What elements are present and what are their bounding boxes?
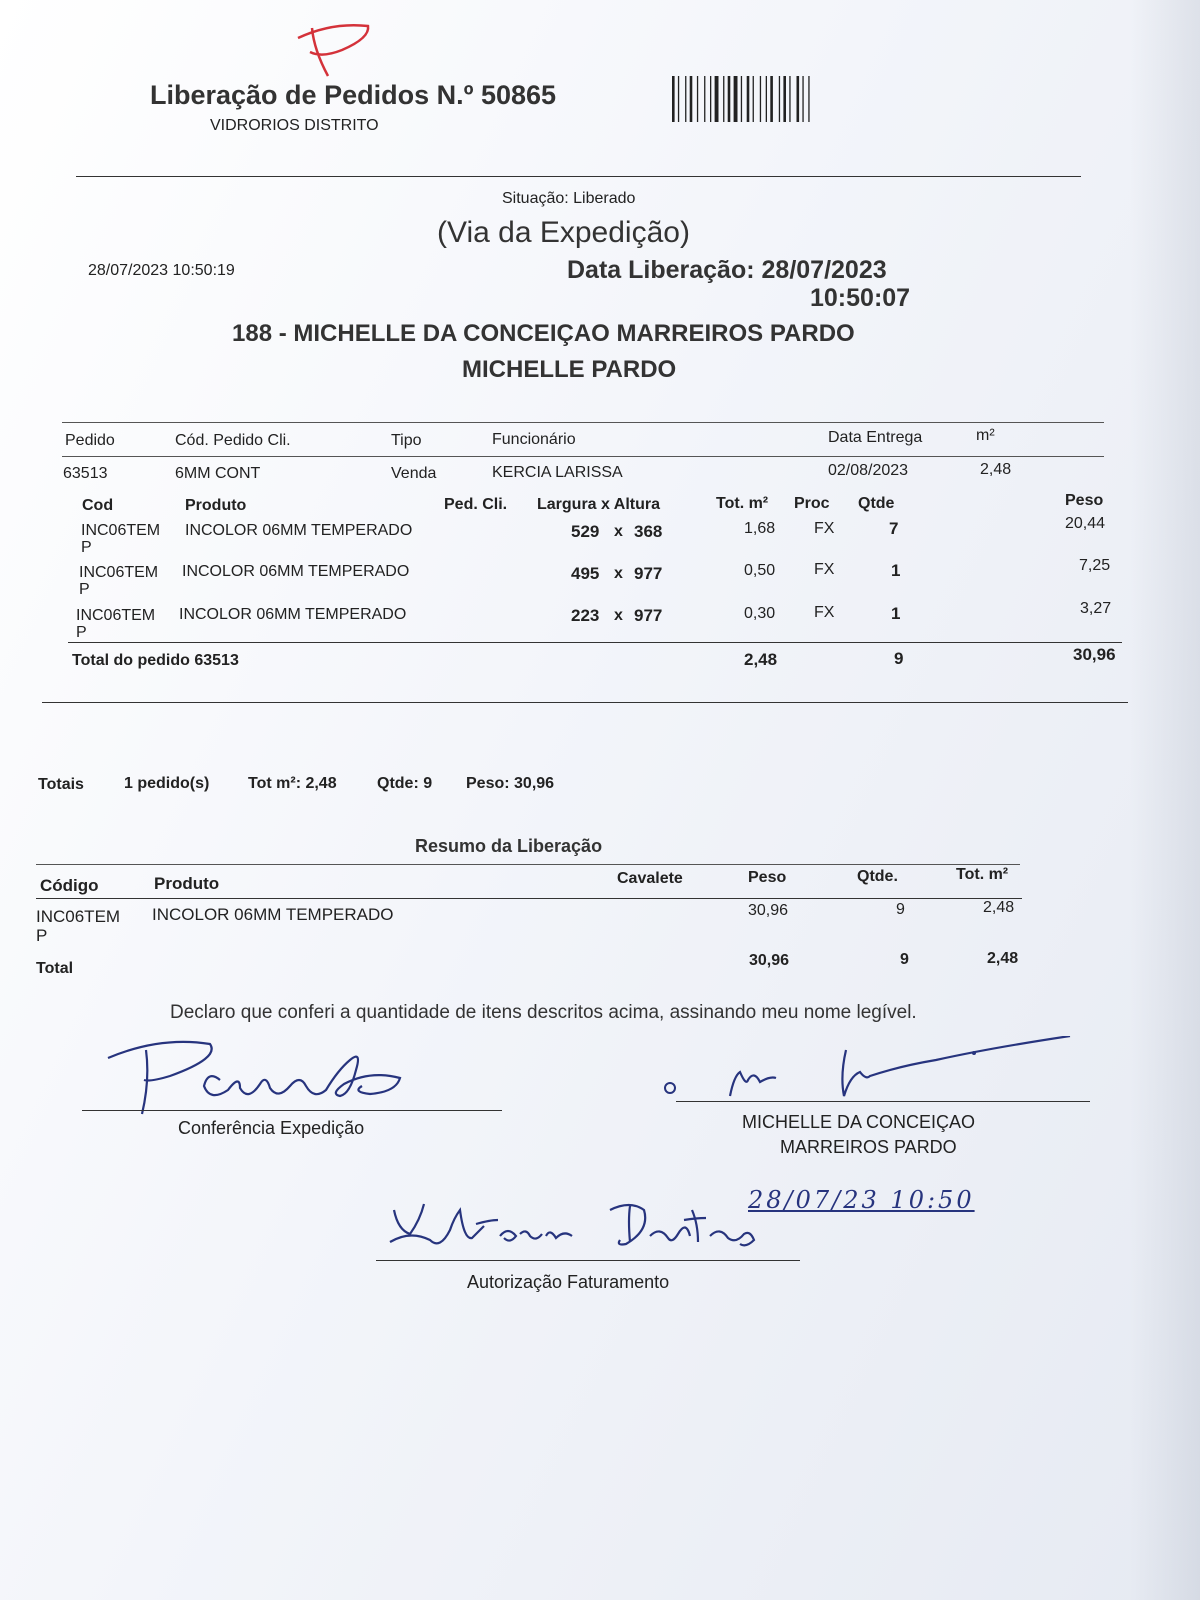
item-qtde: 7 <box>889 519 899 538</box>
order-tipo-value: Venda <box>391 465 437 482</box>
item-largura: 495 <box>571 564 600 583</box>
status-text: Situação: Liberado <box>502 190 636 207</box>
summary-total-peso: 30,96 <box>749 952 790 969</box>
col-m2-header: m² <box>976 427 995 444</box>
signature-client <box>660 1036 1080 1106</box>
items-tot-m2-header: Tot. m² <box>716 495 769 512</box>
col-funcionario-header: Funcionário <box>492 431 576 448</box>
item-tot-m2: 0,30 <box>744 605 776 622</box>
order-pedido-value: 63513 <box>63 465 108 482</box>
conferencia-label: Conferência Expedição <box>178 1118 365 1138</box>
client-signature-name-line2: MARREIROS PARDO <box>780 1137 957 1157</box>
totals-pedidos: 1 pedido(s) <box>124 775 210 792</box>
header-divider <box>76 176 1081 177</box>
barcode <box>672 76 852 124</box>
release-time: 10:50:07 <box>810 284 911 312</box>
item-proc: FX <box>814 561 835 578</box>
summary-produto-header: Produto <box>154 874 220 893</box>
summary-produto: INCOLOR 06MM TEMPERADO <box>152 905 394 924</box>
section-divider <box>42 702 1128 703</box>
document-title: Liberação de Pedidos N.º 50865 <box>150 80 557 110</box>
col-data-entrega-header: Data Entrega <box>828 429 923 446</box>
item-altura: 368 <box>634 522 663 541</box>
summary-total-label: Total <box>36 960 74 977</box>
items-total-rule <box>68 642 1122 643</box>
items-proc-header: Proc <box>794 495 830 512</box>
order-total-label: Total do pedido 63513 <box>72 652 239 669</box>
item-x: x <box>614 565 623 582</box>
summary-total-tot-m2: 2,48 <box>987 950 1019 967</box>
order-m2-value: 2,48 <box>980 461 1012 478</box>
summary-qtde: 9 <box>896 901 905 918</box>
totals-m2: Tot m²: 2,48 <box>248 775 337 792</box>
print-datetime: 28/07/2023 10:50:19 <box>88 262 235 279</box>
item-altura: 977 <box>634 564 663 583</box>
item-peso: 7,25 <box>1079 557 1111 574</box>
item-x: x <box>614 523 623 540</box>
order-total-m2: 2,48 <box>744 650 778 669</box>
via-label: (Via da Expedição) <box>437 216 690 249</box>
signature-line-autorizacao <box>376 1260 800 1261</box>
items-produto-header: Produto <box>185 497 247 514</box>
col-cod-cli-header: Cód. Pedido Cli. <box>175 432 291 449</box>
release-date: Data Liberação: 28/07/2023 <box>567 256 887 284</box>
autorizacao-label: Autorização Faturamento <box>467 1272 670 1292</box>
item-produto: INCOLOR 06MM TEMPERADO <box>182 563 410 580</box>
summary-cavalete-header: Cavalete <box>617 870 683 887</box>
order-table-top-rule <box>62 422 1104 423</box>
item-tot-m2: 0,50 <box>744 562 776 579</box>
item-x: x <box>614 607 623 624</box>
item-produto: INCOLOR 06MM TEMPERADO <box>185 522 413 539</box>
item-peso: 20,44 <box>1065 515 1106 532</box>
order-total-peso: 30,96 <box>1073 645 1116 664</box>
company-name: VIDRORIOS DISTRITO <box>210 117 379 134</box>
client-signature-name-line1: MICHELLE DA CONCEIÇAO <box>742 1112 976 1132</box>
summary-header-rule <box>36 898 1022 899</box>
totals-peso: Peso: 30,96 <box>466 775 555 792</box>
item-largura: 223 <box>571 606 600 625</box>
declaration-text: Declaro que conferi a quantidade de itens descritos acima, assinando meu nome legível. <box>170 1002 917 1023</box>
paper-edge-shadow <box>1130 0 1200 1600</box>
item-cod: INC06TEM <box>79 564 159 581</box>
summary-title: Resumo da Liberação <box>415 836 603 856</box>
summary-total-qtde: 9 <box>900 951 909 968</box>
summary-top-rule <box>36 864 1020 865</box>
order-data-entrega-value: 02/08/2023 <box>828 462 909 479</box>
item-cod-suffix: P <box>76 624 87 641</box>
client-name: 188 - MICHELLE DA CONCEIÇAO MARREIROS PARDO <box>232 320 855 347</box>
client-short-name: MICHELLE PARDO <box>462 356 677 383</box>
summary-qtde-header: Qtde. <box>857 868 898 885</box>
item-altura: 977 <box>634 606 663 625</box>
summary-peso: 30,96 <box>748 902 789 919</box>
summary-tot-m2: 2,48 <box>983 899 1015 916</box>
item-qtde: 1 <box>891 561 901 580</box>
item-cod: INC06TEM <box>81 522 161 539</box>
item-largura: 529 <box>571 522 600 541</box>
summary-tot-m2-header: Tot. m² <box>956 866 1009 883</box>
summary-codigo-header: Código <box>40 876 99 895</box>
item-cod: INC06TEM <box>76 607 156 624</box>
order-cod-cli-value: 6MM CONT <box>175 465 261 482</box>
item-proc: FX <box>814 604 835 621</box>
col-pedido-header: Pedido <box>65 432 115 449</box>
items-dims-header: Largura x Altura <box>537 496 660 513</box>
summary-codigo: INC06TEM <box>36 907 121 926</box>
handwritten-date: 28/07/23 10:50 <box>748 1186 975 1214</box>
summary-codigo-suffix: P <box>36 926 48 945</box>
totals-qtde: Qtde: 9 <box>377 775 433 792</box>
item-cod-suffix: P <box>79 581 90 598</box>
signature-conferencia <box>100 1030 430 1120</box>
handwritten-red-p-mark <box>292 20 382 82</box>
item-tot-m2: 1,68 <box>744 520 776 537</box>
order-header-rule <box>62 456 1104 457</box>
item-cod-suffix: P <box>81 539 92 556</box>
order-funcionario-value: KERCIA LARISSA <box>492 464 623 481</box>
item-proc: FX <box>814 520 835 537</box>
totals-label: Totais <box>38 776 84 793</box>
item-peso: 3,27 <box>1080 600 1112 617</box>
col-tipo-header: Tipo <box>391 432 422 449</box>
items-qtde-header: Qtde <box>858 495 895 512</box>
item-produto: INCOLOR 06MM TEMPERADO <box>179 606 407 623</box>
summary-peso-header: Peso <box>748 869 787 886</box>
signature-line-client <box>676 1101 1090 1102</box>
item-qtde: 1 <box>891 604 901 623</box>
items-ped-cli-header: Ped. Cli. <box>444 496 508 513</box>
signature-autorizacao <box>380 1190 770 1265</box>
items-cod-header: Cod <box>82 497 114 514</box>
signature-line-conferencia <box>82 1110 502 1111</box>
items-peso-header: Peso <box>1065 492 1104 509</box>
order-total-qtde: 9 <box>894 649 904 668</box>
